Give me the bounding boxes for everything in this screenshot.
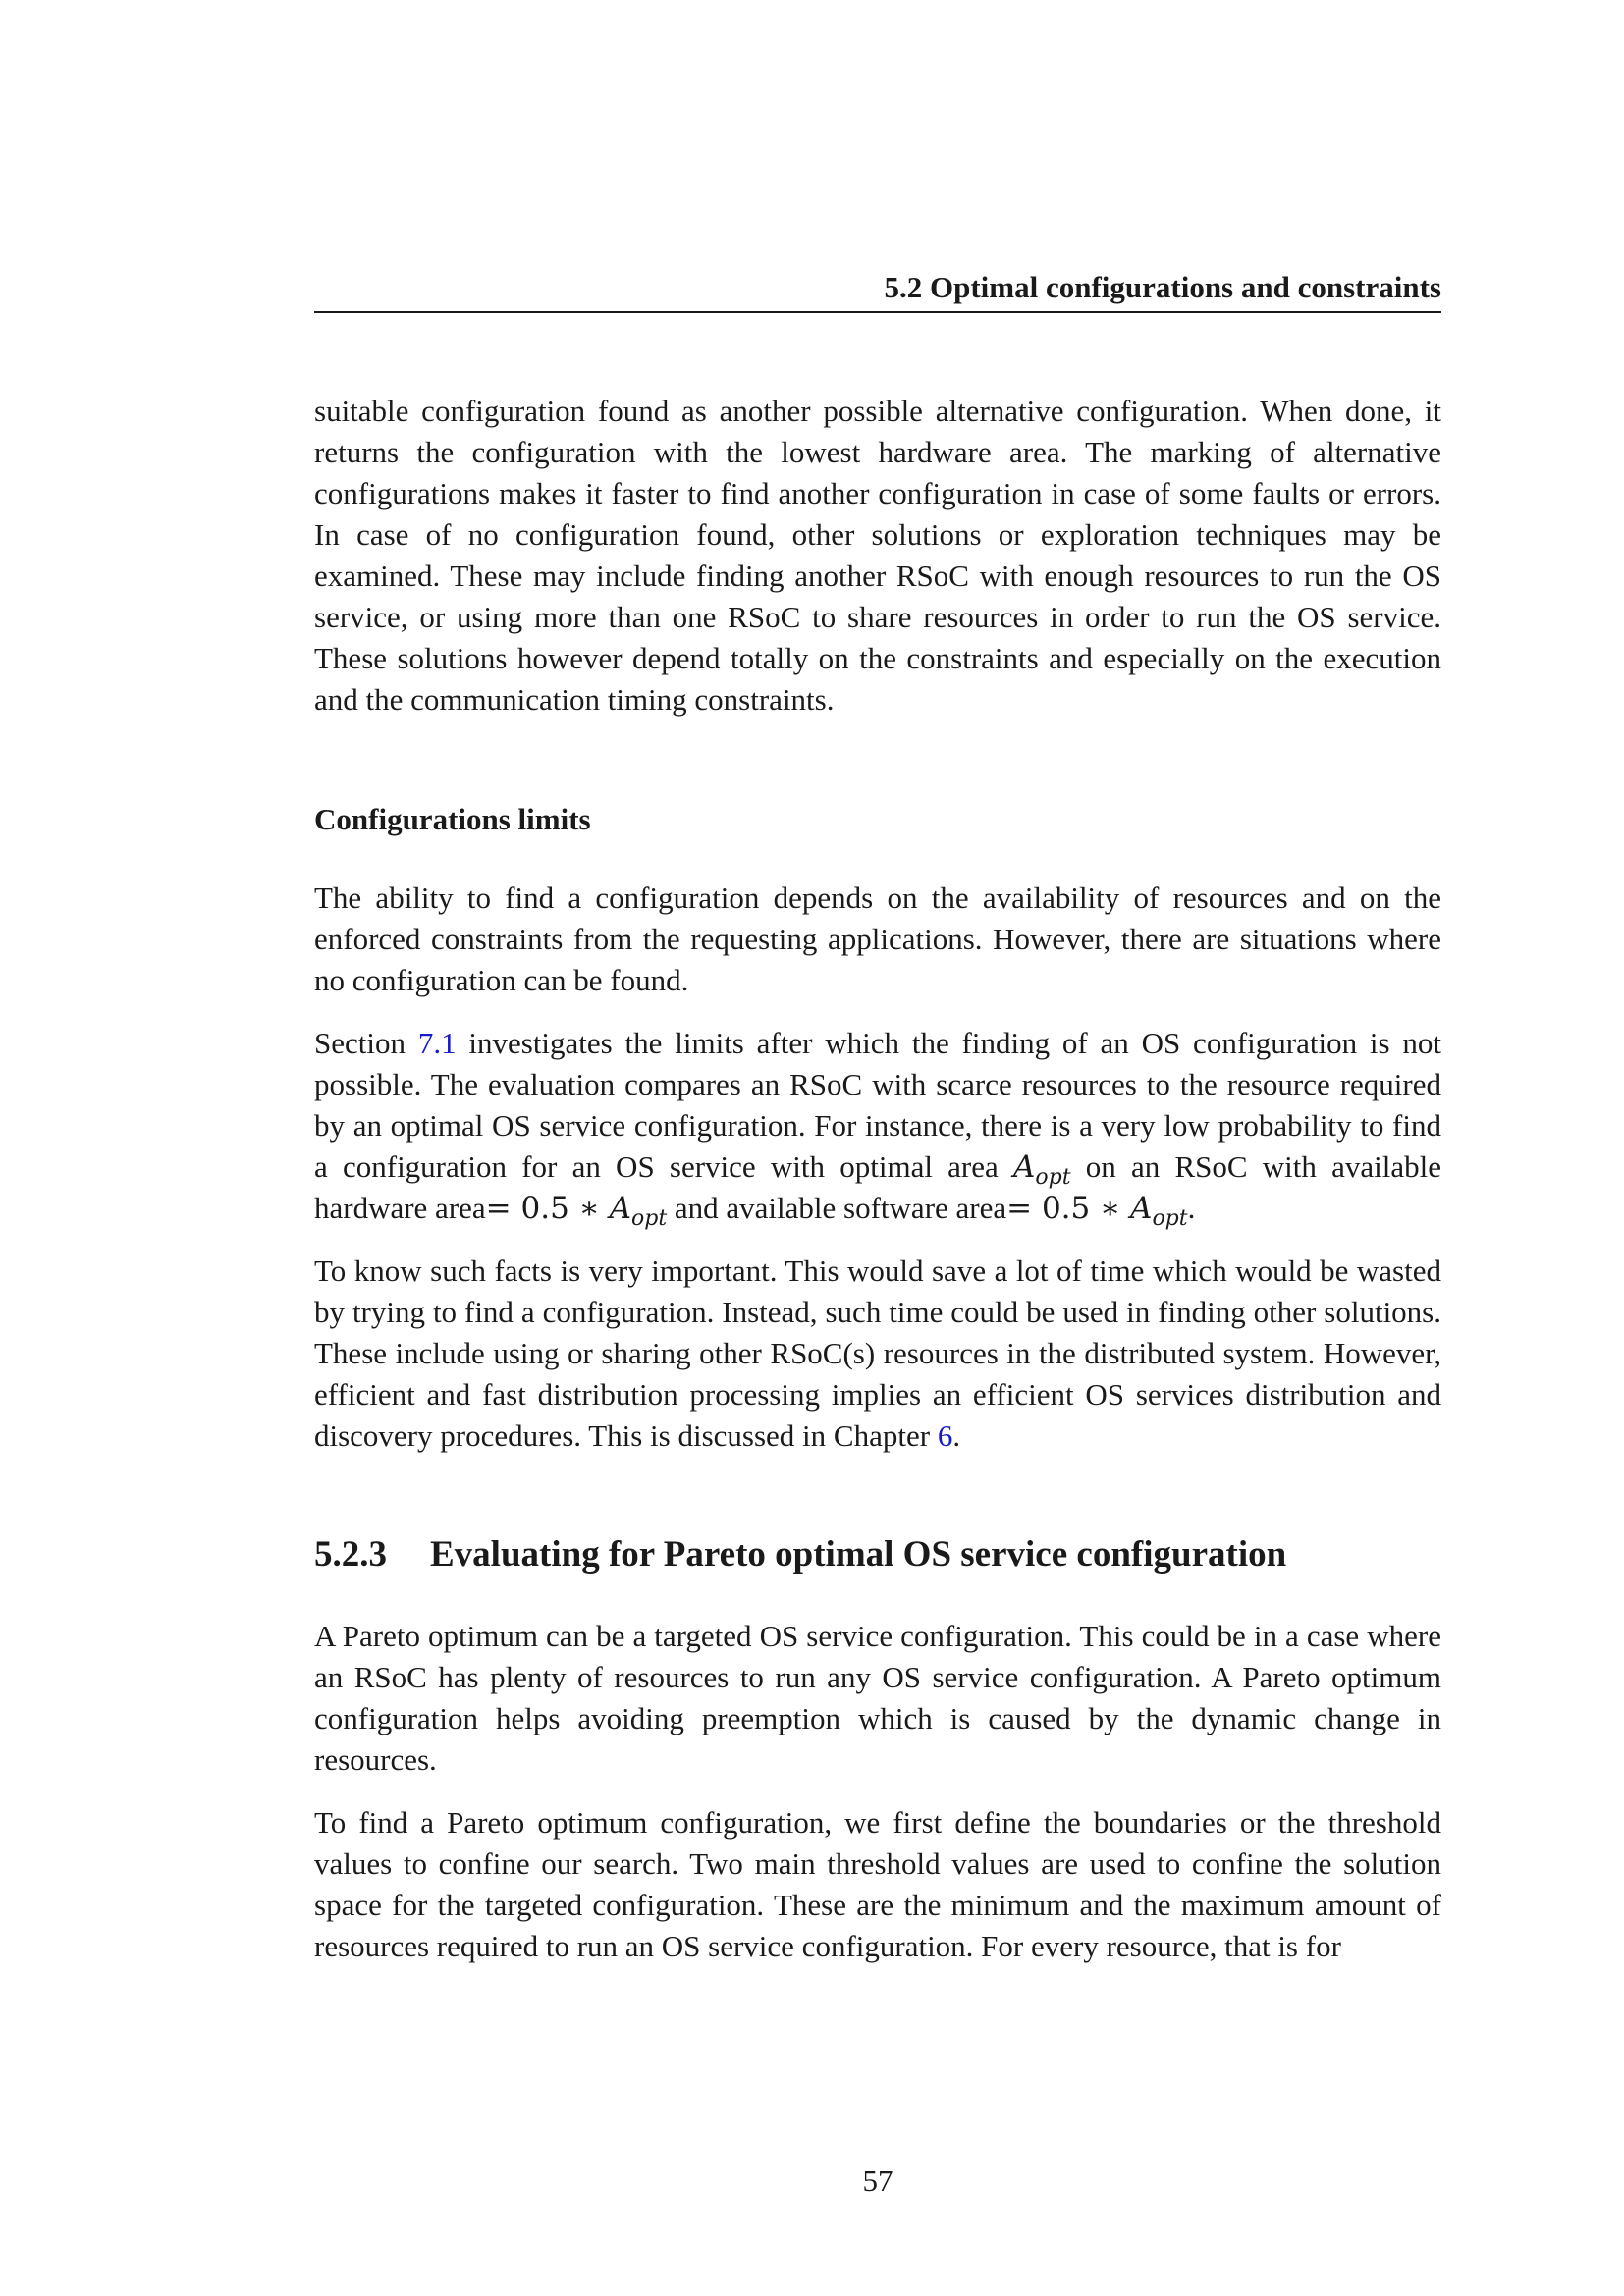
running-head: 5.2 Optimal configurations and constraints xyxy=(314,268,1441,313)
text-span: To know such facts is very important. This would save a lot of time which would be wasted by trying to find a configuration. Instead, such time could be used in finding other solutions. These include using or sharing other RSoC(s) resources in the distributed system. However, efficient and fast distribution processing implies an efficient OS services distribution and discovery procedures. This is discussed in Chapter xyxy=(314,1254,1441,1453)
math-a-opt xyxy=(1013,1149,1071,1190)
body-text xyxy=(314,391,1441,1989)
subsection-heading xyxy=(314,1531,1441,1578)
paragraph-pareto-intro: A Pareto optimum can be a targeted OS service configuration. This could be in a case where an RSoC has plenty of resources to run any OS service configuration. A Pareto optimum configuration helps avoiding preemption which is caused by the dynamic change in resources. xyxy=(314,1619,1441,1777)
math-expr: = 0.5 ∗ xyxy=(1006,1191,1131,1226)
paragraph-continued: suitable configuration found as another possible alternative configuration. When done, it returns the configuration with the lowest hardware area. The marking of alternative configurations makes it faster to find another configuration in case of some faults or errors. In case of no configuration found, other solutions or exploration techniques may be examined. These may include finding another RSoC with enough resources to run the OS service, or using more than one RSoC to share resources in order to run the OS service. These solutions however depend totally on the constraints and especially on the execution and the communication timing constraints. xyxy=(314,394,1441,717)
paragraph-heading-configurations-limits: Configurations limits xyxy=(314,802,591,836)
math-base: A xyxy=(609,1191,631,1226)
paragraph-limits-section-ref xyxy=(314,1023,1441,1229)
text-span: and available software area xyxy=(667,1191,1007,1225)
text-span: investigates the limits after which the finding of an OS configuration is not possible. The evaluation compares an RSoC with scarce resources to the resource required by an optimal OS service configuration. For instance, there is a very low probability to find a configuration for an OS service with optimal area xyxy=(314,1026,1441,1184)
text-span: on an RSoC with available hardware area xyxy=(314,1149,1442,1225)
page-number: 57 xyxy=(862,2163,893,2198)
chapter-ref-link[interactable]: 6 xyxy=(937,1418,953,1453)
paragraph-pareto-thresholds: To find a Pareto optimum configuration, we first define the boundaries or the threshold values to confine our search. Two main threshold values are used to confine the solution space for the targeted configuration. These are the minimum and the maximum amount of resources required to run an OS service configuration. For every resource, that is for xyxy=(314,1805,1441,1963)
math-subscript: opt xyxy=(1035,1165,1071,1190)
subsection-number: 5.2.3 xyxy=(314,1534,387,1575)
text-span: Section xyxy=(314,1026,418,1060)
math-software-area xyxy=(1006,1191,1188,1231)
text-span: . xyxy=(1187,1191,1196,1225)
section-ref-link[interactable]: 7.1 xyxy=(417,1026,457,1060)
subsection-title: Evaluating for Pareto optimal OS service configuration xyxy=(430,1534,1287,1575)
math-expr: = 0.5 ∗ xyxy=(485,1191,610,1226)
math-base: A xyxy=(1013,1149,1036,1185)
text-span: . xyxy=(952,1418,961,1453)
math-base: A xyxy=(1130,1191,1153,1226)
math-subscript: opt xyxy=(630,1206,668,1231)
math-subscript: opt xyxy=(1152,1206,1188,1231)
paragraph-limits-importance xyxy=(314,1251,1441,1457)
math-hardware-area xyxy=(485,1191,668,1231)
paragraph-limits-intro: The ability to find a configuration depends on the availability of resources and on the enforced constraints from the requesting applications. However, there are situations where no configuration can be found. xyxy=(314,881,1441,997)
